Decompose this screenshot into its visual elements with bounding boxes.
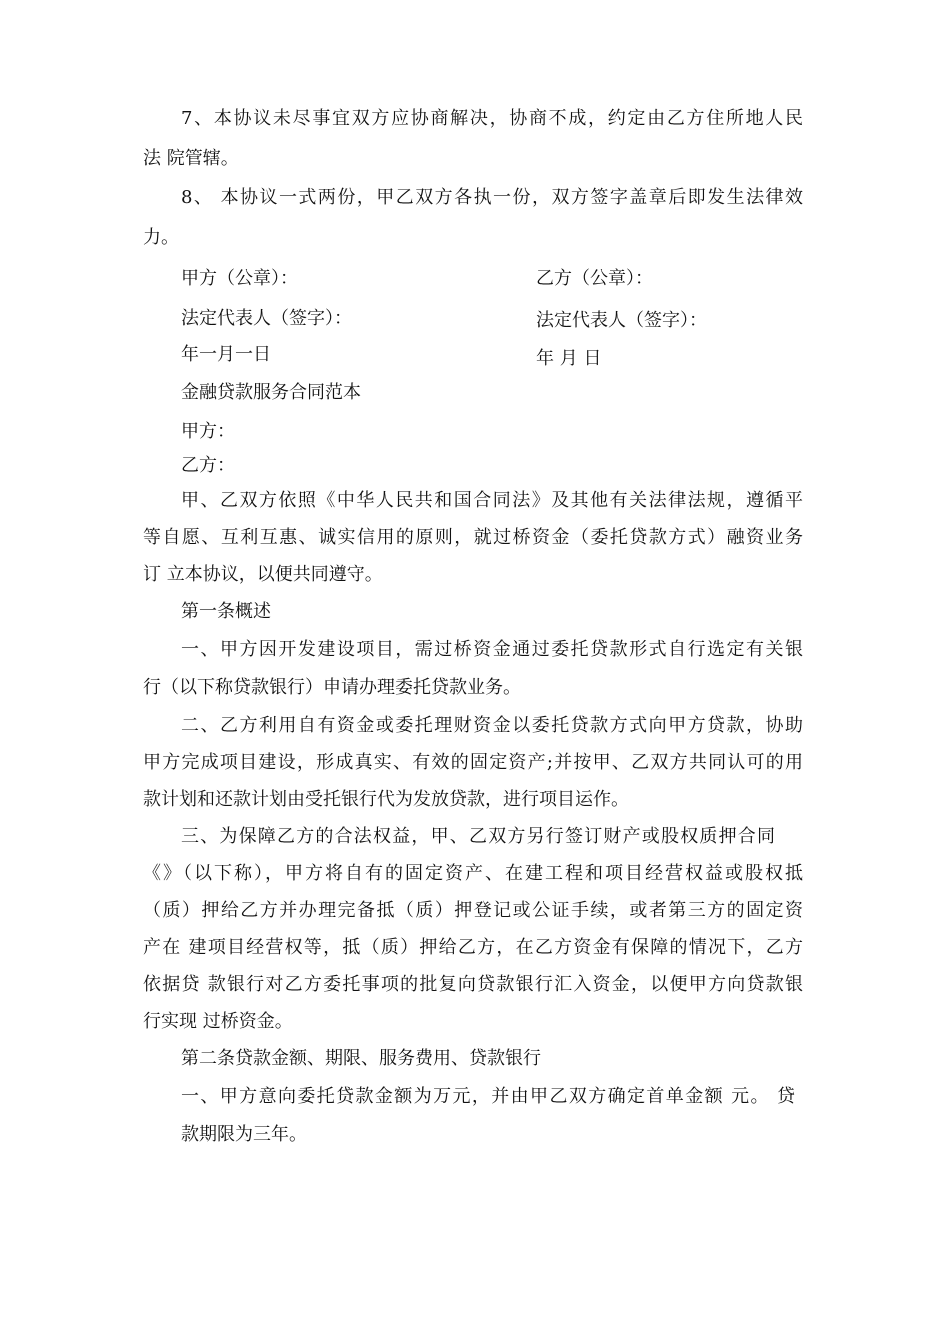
contract-party-b: 乙方： bbox=[181, 455, 235, 476]
clause-7-line-2: 法 院管辖。 bbox=[143, 148, 239, 169]
article-2-p1-line-1: 一、甲方意向委托贷款金额为万元，并由甲乙双方确定首单金额 元。 贷 bbox=[181, 1086, 795, 1107]
intro-line-2: 等自愿、互利互惠、诚实信用的原则，就过桥资金（委托贷款方式）融资业务 bbox=[143, 527, 803, 548]
article-1-p3-line-3: （质）押给乙方并办理完备抵（质）押登记或公证手续，或者第三方的固定资 bbox=[143, 900, 803, 921]
party-a-date: 年一月一日 bbox=[181, 344, 271, 365]
article-1-p1-line-2: 行（以下称贷款银行）申请办理委托贷款业务。 bbox=[143, 677, 521, 698]
clause-8-line-1: 8、 本协议一式两份，甲乙双方各执一份，双方签字盖章后即发生法律效 bbox=[181, 187, 803, 208]
article-1-p2-line-1: 二、乙方利用自有资金或委托理财资金以委托贷款方式向甲方贷款，协助 bbox=[181, 715, 803, 736]
party-a-seal: 甲方（公章）： bbox=[181, 268, 298, 289]
intro-line-1: 甲、乙双方依照《中华人民共和国合同法》及其他有关法律法规，遵循平 bbox=[181, 490, 803, 511]
article-1-p3-line-2: 《》（以下称），甲方将自有的固定资产、在建工程和项目经营权益或股权抵 bbox=[143, 863, 803, 884]
party-b-date: 年 月 日 bbox=[536, 348, 602, 369]
party-b-seal: 乙方（公章）： bbox=[536, 268, 653, 289]
article-2-p1-line-2: 款期限为三年。 bbox=[181, 1124, 307, 1145]
contract-party-a: 甲方： bbox=[181, 421, 235, 442]
clause-7-line-1: 7、本协议未尽事宜双方应协商解决，协商不成，约定由乙方住所地人民 bbox=[181, 108, 803, 129]
party-a-representative: 法定代表人（签字）： bbox=[181, 308, 352, 329]
article-1-p3-line-1: 三、为保障乙方的合法权益，甲、乙双方另行签订财产或股权质押合同 bbox=[181, 826, 775, 847]
intro-line-3: 订 立本协议，以便共同遵守。 bbox=[143, 564, 383, 585]
article-1-p3-line-4: 产在 建项目经营权等，抵（质）押给乙方，在乙方资金有保障的情况下，乙方 bbox=[143, 937, 803, 958]
article-2-heading: 第二条贷款金额、期限、服务费用、贷款银行 bbox=[181, 1048, 541, 1069]
article-1-p2-line-2: 甲方完成项目建设，形成真实、有效的固定资产;并按甲、乙双方共同认可的用 bbox=[143, 752, 803, 773]
article-1-p3-line-6: 行实现 过桥资金。 bbox=[143, 1011, 293, 1032]
article-1-p1-line-1: 一、甲方因开发建设项目，需过桥资金通过委托贷款形式自行选定有关银 bbox=[181, 639, 803, 660]
party-b-representative: 法定代表人（签字）： bbox=[536, 310, 707, 331]
article-1-p3-line-5: 依据贷 款银行对乙方委托事项的批复向贷款银行汇入资金，以便甲方向贷款银 bbox=[143, 974, 803, 995]
article-1-heading: 第一条概述 bbox=[181, 601, 271, 622]
article-1-p2-line-3: 款计划和还款计划由受托银行代为发放贷款，进行项目运作。 bbox=[143, 789, 629, 810]
clause-8-line-2: 力。 bbox=[143, 227, 179, 248]
contract-title: 金融贷款服务合同范本 bbox=[181, 382, 361, 403]
